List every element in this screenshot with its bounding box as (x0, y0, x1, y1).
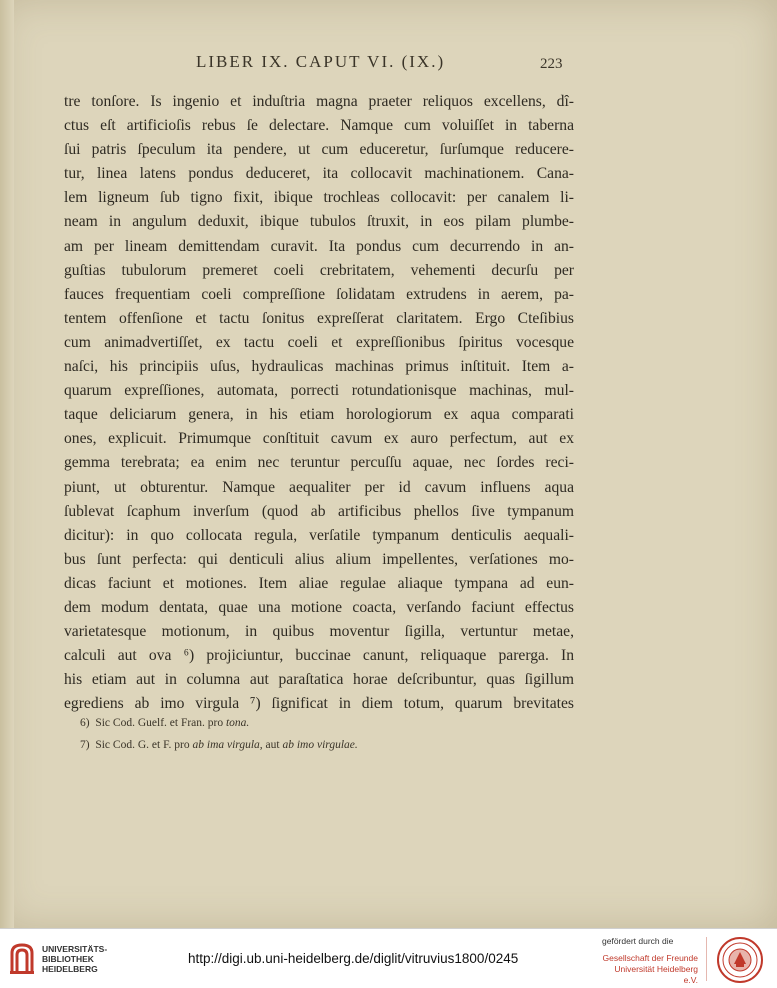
text-line: egrediens ab imo virgula ⁷) ſignificat in diem totum, quarum brevitates (64, 695, 574, 713)
university-seal-icon[interactable] (716, 936, 764, 984)
library-name[interactable] (42, 944, 107, 974)
text-line: tentem offenſione et tactu ſonitus expreſſerat claritatem. Ergo Cteſibius (64, 309, 574, 327)
running-head-title: LIBER IX. CAPUT VI. (IX.) (196, 52, 446, 71)
text-line: ctus eſt artificioſis rebus ſe delectare. Namque cum voluiſſet in taberna (64, 117, 574, 135)
sponsor-label: gefördert durch die (602, 936, 674, 946)
footnote-italic: ab imo virgulae. (282, 739, 358, 751)
page-number: 223 (540, 56, 563, 72)
footnote-7 (80, 734, 560, 756)
text-line: fauces frequentiam coeli compreſſione ſolidatam extrudens in aerem, pa- (64, 285, 574, 303)
text-line: lem ligneum ſub tigno fixit, ibique trochleas collocavit: per canalem li- (64, 189, 574, 207)
text-line: taque deliciarum genera, in his etiam horologiorum ex aqua comparati (64, 406, 574, 424)
text-line: bus ſunt perfecta: qui denticuli alius alium impellentes, verſationes mo- (64, 550, 574, 568)
text-line: am per lineam demittendam curavit. Ita pondus cum decurrendo in an- (64, 237, 574, 255)
text-line: calculi aut ova ⁶) projiciuntur, buccinae canunt, reliquaque parerga. In (64, 647, 574, 665)
text-line: guſtias tubulorum premeret coeli crebritatem, vehementi decurſu per (64, 261, 574, 279)
text-line: tur, linea latens pondus deduceret, ita collocavit machinationem. Cana- (64, 165, 574, 183)
text-line: dicas faciunt et motiones. Item aliae regulae aliaque tympana ad eun- (64, 574, 574, 592)
library-name-line: HEIDELBERG (42, 964, 98, 974)
footnote-text: Sic Cod. G. et F. pro (95, 739, 193, 751)
library-name-line: BIBLIOTHEK (42, 954, 94, 964)
main-text (64, 90, 574, 716)
sponsor-name-line: Universität Heidelberg e.V. (614, 964, 698, 985)
text-line: ſui patris ſpeculum ita pendere, ut cum educeretur, ſurſumque reducere- (64, 141, 574, 159)
text-line: cum animadvertiſſet, ex tactu coeli et expreſſionibus ſpiritus vocesque (64, 333, 574, 351)
ub-heidelberg-logo-icon[interactable] (8, 941, 36, 975)
running-head (0, 52, 777, 74)
footnote-6 (80, 712, 560, 734)
text-line: ones, explicuit. Primumque conſtituit cavum ex auro perfectum, aut ex (64, 430, 574, 448)
text-line: dem modum dentata, quae una motione coacta, verſando faciunt effectus (64, 598, 574, 616)
text-line: tre tonſore. Is ingenio et induſtria magna praeter reliquos excellens, dî- (64, 93, 574, 110)
footnote-text: aut (262, 739, 283, 751)
text-line: piunt, ut obturentur. Namque aequaliter per id cavum influens aqua (64, 478, 574, 496)
text-line: gemma terebrata; ea enim nec teruntur percuſſu aquae, nec ſordes reci- (64, 454, 574, 472)
text-line: naſci, his principiis uſus, hydraulicas machinas primus inſtituit. Item a- (64, 358, 574, 376)
footnote-italic: ab ima virgula, (192, 739, 263, 751)
text-line: neam in angulum deduxit, ibique tubulos ſtruxit, in eos pilam plumbe- (64, 213, 574, 231)
text-line: varietatesque motionum, in quibus moventur ſigilla, vertuntur metae, (64, 623, 574, 641)
footnote-marker: 7) (80, 739, 90, 751)
text-line: ſublevat ſcaphum inverſum (quod ab artificibus phellos ſive tympanum (64, 502, 574, 520)
library-name-line: UNIVERSITÄTS- (42, 944, 108, 954)
sponsor-divider (706, 937, 707, 981)
footnote-text: Sic Cod. Guelf. et Fran. pro (95, 717, 226, 729)
sponsor-name[interactable] (598, 953, 698, 986)
footnotes (80, 712, 560, 756)
text-line: his etiam aut in columna aut paraſtatica horae deſcribuntur, quas ſigillum (64, 671, 574, 689)
footnote-italic: tona. (225, 717, 250, 729)
text-line: quarum expreſſiones, automata, porrecti rotundationisque machinas, mul- (64, 382, 574, 400)
permalink-url[interactable]: http://digi.ub.uni-heidelberg.de/diglit/vitruvius1800/0245 (188, 951, 519, 966)
footnote-marker: 6) (80, 717, 90, 729)
sponsor-name-line: Gesellschaft der Freunde (602, 953, 698, 963)
text-line: dicitur): in quo collocata regula, verſatile tympanum denticulis aequali- (64, 526, 574, 544)
page-binding-edge (0, 0, 14, 928)
viewer-footer (0, 928, 777, 988)
